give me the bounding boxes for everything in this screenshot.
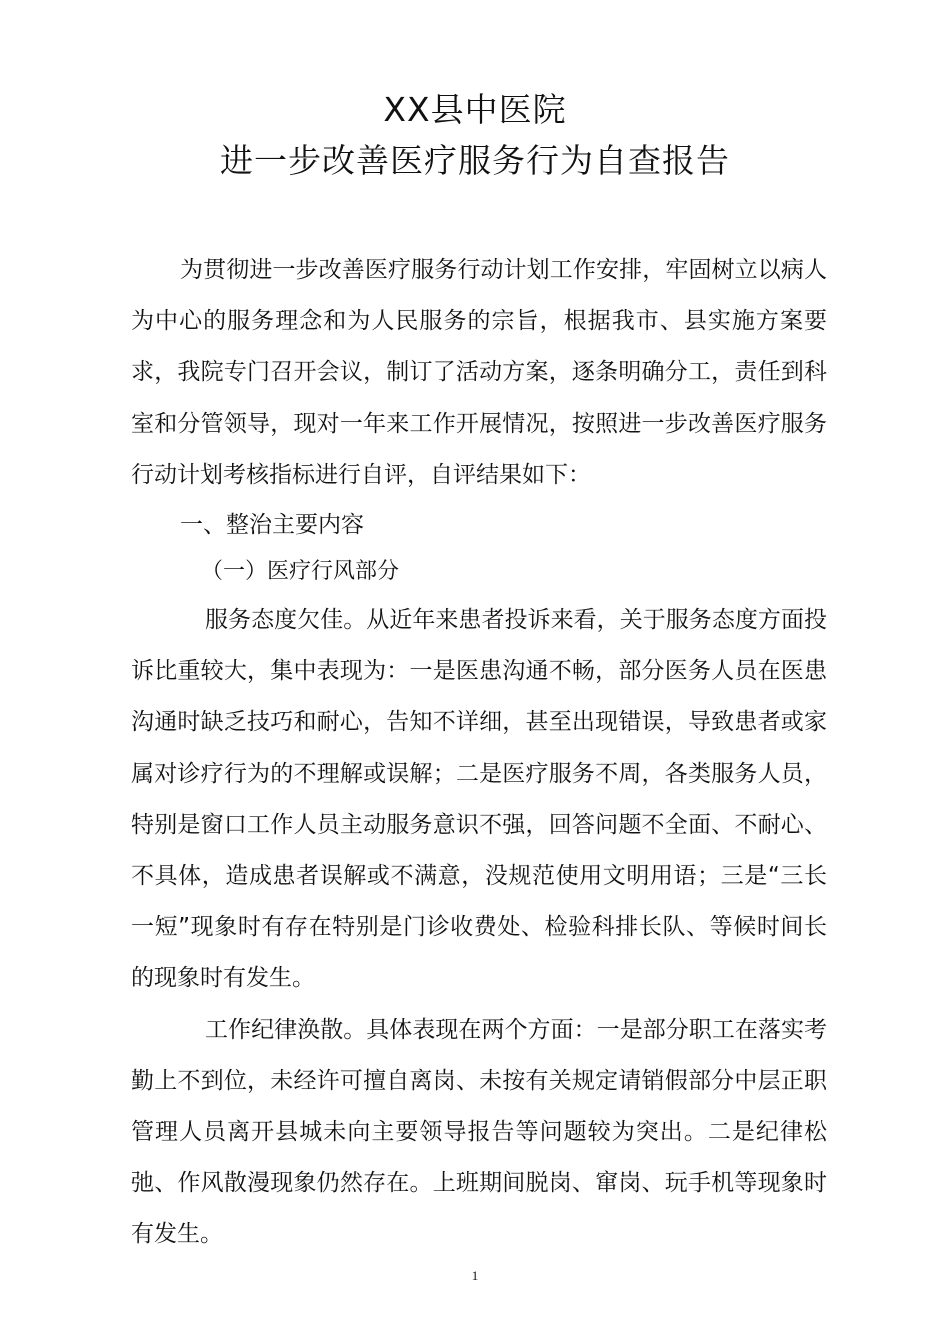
document-body [131, 245, 827, 1261]
title-hospital-name: XX县中医院 [383, 90, 567, 129]
intro-paragraph: 为贯彻进一步改善医疗服务行动计划工作安排，牢固树立以病人为中心的服务理念和为人民服务的宗旨，根据我市、县实施方案要求，我院专门召开会议，制订了活动方案，逐条明确分工，责任到科室和分管领导，现对一年来工作开展情况，按照进一步改善医疗服务行动计划考核指标进行自评，自评结果如下： [131, 257, 827, 488]
work-discipline-paragraph: 工作纪律涣散。具体表现在两个方面：一是部分职工在落实考勤上不到位，未经许可擅自离岗、未按有关规定请销假部分中层正职管理人员离开县城未向主要领导报告等问题较为突出。二是纪律松弛、作风散漫现象仍然存在。上班期间脱岗、窜岗、玩手机等现象时有发生。 [131, 1016, 827, 1248]
service-attitude-paragraph: 服务态度欠佳。从近年来患者投诉来看，关于服务态度方面投诉比重较大，集中表现为：一是医患沟通不畅，部分医务人员在医患沟通时缺乏技巧和耐心，告知不详细，甚至出现错误，导致患者或家属对诊疗行为的不理解或误解；二是医疗服务不周，各类服务人员，特别是窗口工作人员主动服务意识不强，回答问题不全面、不耐心、不具体，造成患者误解或不满意，没规范使用文明用语；三是“三长一短”现象时有存在特别是门诊收费处、检验科排长队、等候时间长的现象时有发生。 [131, 607, 827, 992]
title-report-name: 进一步改善医疗服务行为自查报告 [220, 141, 730, 180]
section-heading: 一、整治主要内容 [180, 512, 364, 539]
subsection-heading: （一）医疗行风部分 [201, 559, 400, 585]
page-number: 1 [471, 1268, 479, 1283]
document-title [0, 84, 950, 186]
